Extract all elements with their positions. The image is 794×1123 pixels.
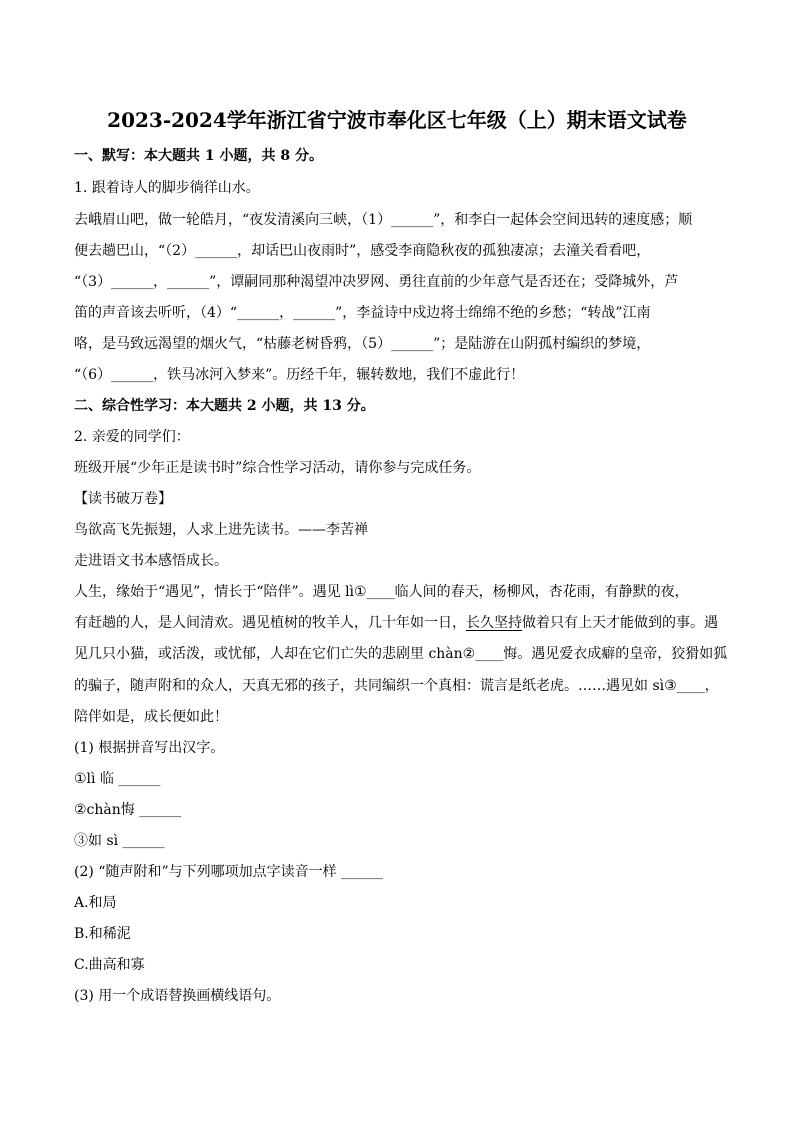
subquestion-1-item-3: ③如 sì ______: [74, 833, 165, 849]
section2-heading: 二、综合性学习：本大题共 2 小题，共 13 分。: [74, 398, 375, 414]
q2-intro: 班级开展“少年正是读书时”综合性学习活动，请你参与完成任务。: [74, 460, 481, 476]
exam-title: 2023-2024学年浙江省宁波市奉化区七年级（上）期末语文试卷: [107, 108, 687, 132]
subquestion-2: (2) “随声附和”与下列哪项加点字读音一样 ______: [74, 864, 384, 880]
passage-line-4: 的骗子，随声附和的众人，天真无邪的孩子，共同编织一个真相：谎言是纸老虎。……遇见如 sì③____，: [74, 678, 719, 694]
passage-line-2-tail: 做着只有上天才能做到的事。遇: [522, 615, 718, 631]
section1-heading: 一、默写：本大题共 1 小题，共 8 分。: [74, 148, 323, 164]
q1-text-line-2: 便去趟巴山，“（2）______，却话巴山夜雨时”，感受李商隐秋夜的孤独凄凉；去潼关看看吧，: [74, 243, 651, 259]
q1-text-line-3: “（3）______，______”，谭嗣同那种渴望冲决罗网、勇往直前的少年意气是否还在；受降城外，芦: [74, 274, 679, 290]
passage-line-5: 陪伴如是，成长便如此！: [74, 709, 228, 725]
subquestion-1: (1) 根据拼音写出汉字。: [74, 740, 225, 756]
passage-line-2: [74, 613, 734, 633]
q1-text-line-1: 去峨眉山吧，做一轮皓月，“夜发清溪向三峡，（1）______”，和李白一起体会空间迅转的速度感；顺: [74, 212, 693, 228]
passage-line-2-head: 有赶趟的人，是人间清欢。遇见植树的牧羊人，几十年如一日，: [74, 615, 466, 631]
q2-quote: 鸟欲高飞先振翅，人求上进先读书。——李苦禅: [74, 522, 368, 538]
question1-label: 1. 跟着诗人的脚步徜徉山水。: [74, 180, 260, 196]
q2-subheading: 【读书破万卷】: [74, 491, 172, 507]
q1-text-line-5: 咯，是马致远渴望的烟火气，“枯藤老树昏鸦，（5）______”；是陆游在山阴孤村编织的梦境，: [74, 336, 651, 352]
option-c: C.曲高和寡: [74, 957, 145, 973]
option-b: B.和稀泥: [74, 926, 131, 942]
q2-lead: 走进语文书本感悟成长。: [74, 553, 228, 569]
subquestion-1-item-2: ②chàn悔 ______: [74, 802, 182, 818]
question2-label: 2. 亲爱的同学们：: [74, 429, 190, 445]
passage-line-1: 人生，缘始于“遇见”，情长于“陪伴”。遇见 lì①____临人间的春天，杨柳风，杏花雨，有静默的夜，: [74, 584, 689, 600]
q1-text-line-4: 笛的声音该去听听，（4）“______，______”，李益诗中戍边将士绵绵不绝的乡愁；“转战”江南: [74, 305, 651, 321]
q1-text-line-6: “（6）______，铁马冰河入梦来”。历经千年，辗转数地，我们不虚此行！: [74, 367, 525, 383]
subquestion-1-item-1: ①lì 临 ______: [74, 771, 161, 787]
subquestion-3: (3) 用一个成语替换画横线语句。: [74, 988, 281, 1004]
option-a: A.和局: [74, 895, 117, 911]
passage-line-3: 见几只小猫，或活泼，或忧郁，人却在它们亡失的悲剧里 chàn②____悔。遇见爱衣成癖的皇帝，狡猾如狐: [74, 646, 728, 662]
underlined-phrase: 长久坚持: [466, 615, 522, 631]
